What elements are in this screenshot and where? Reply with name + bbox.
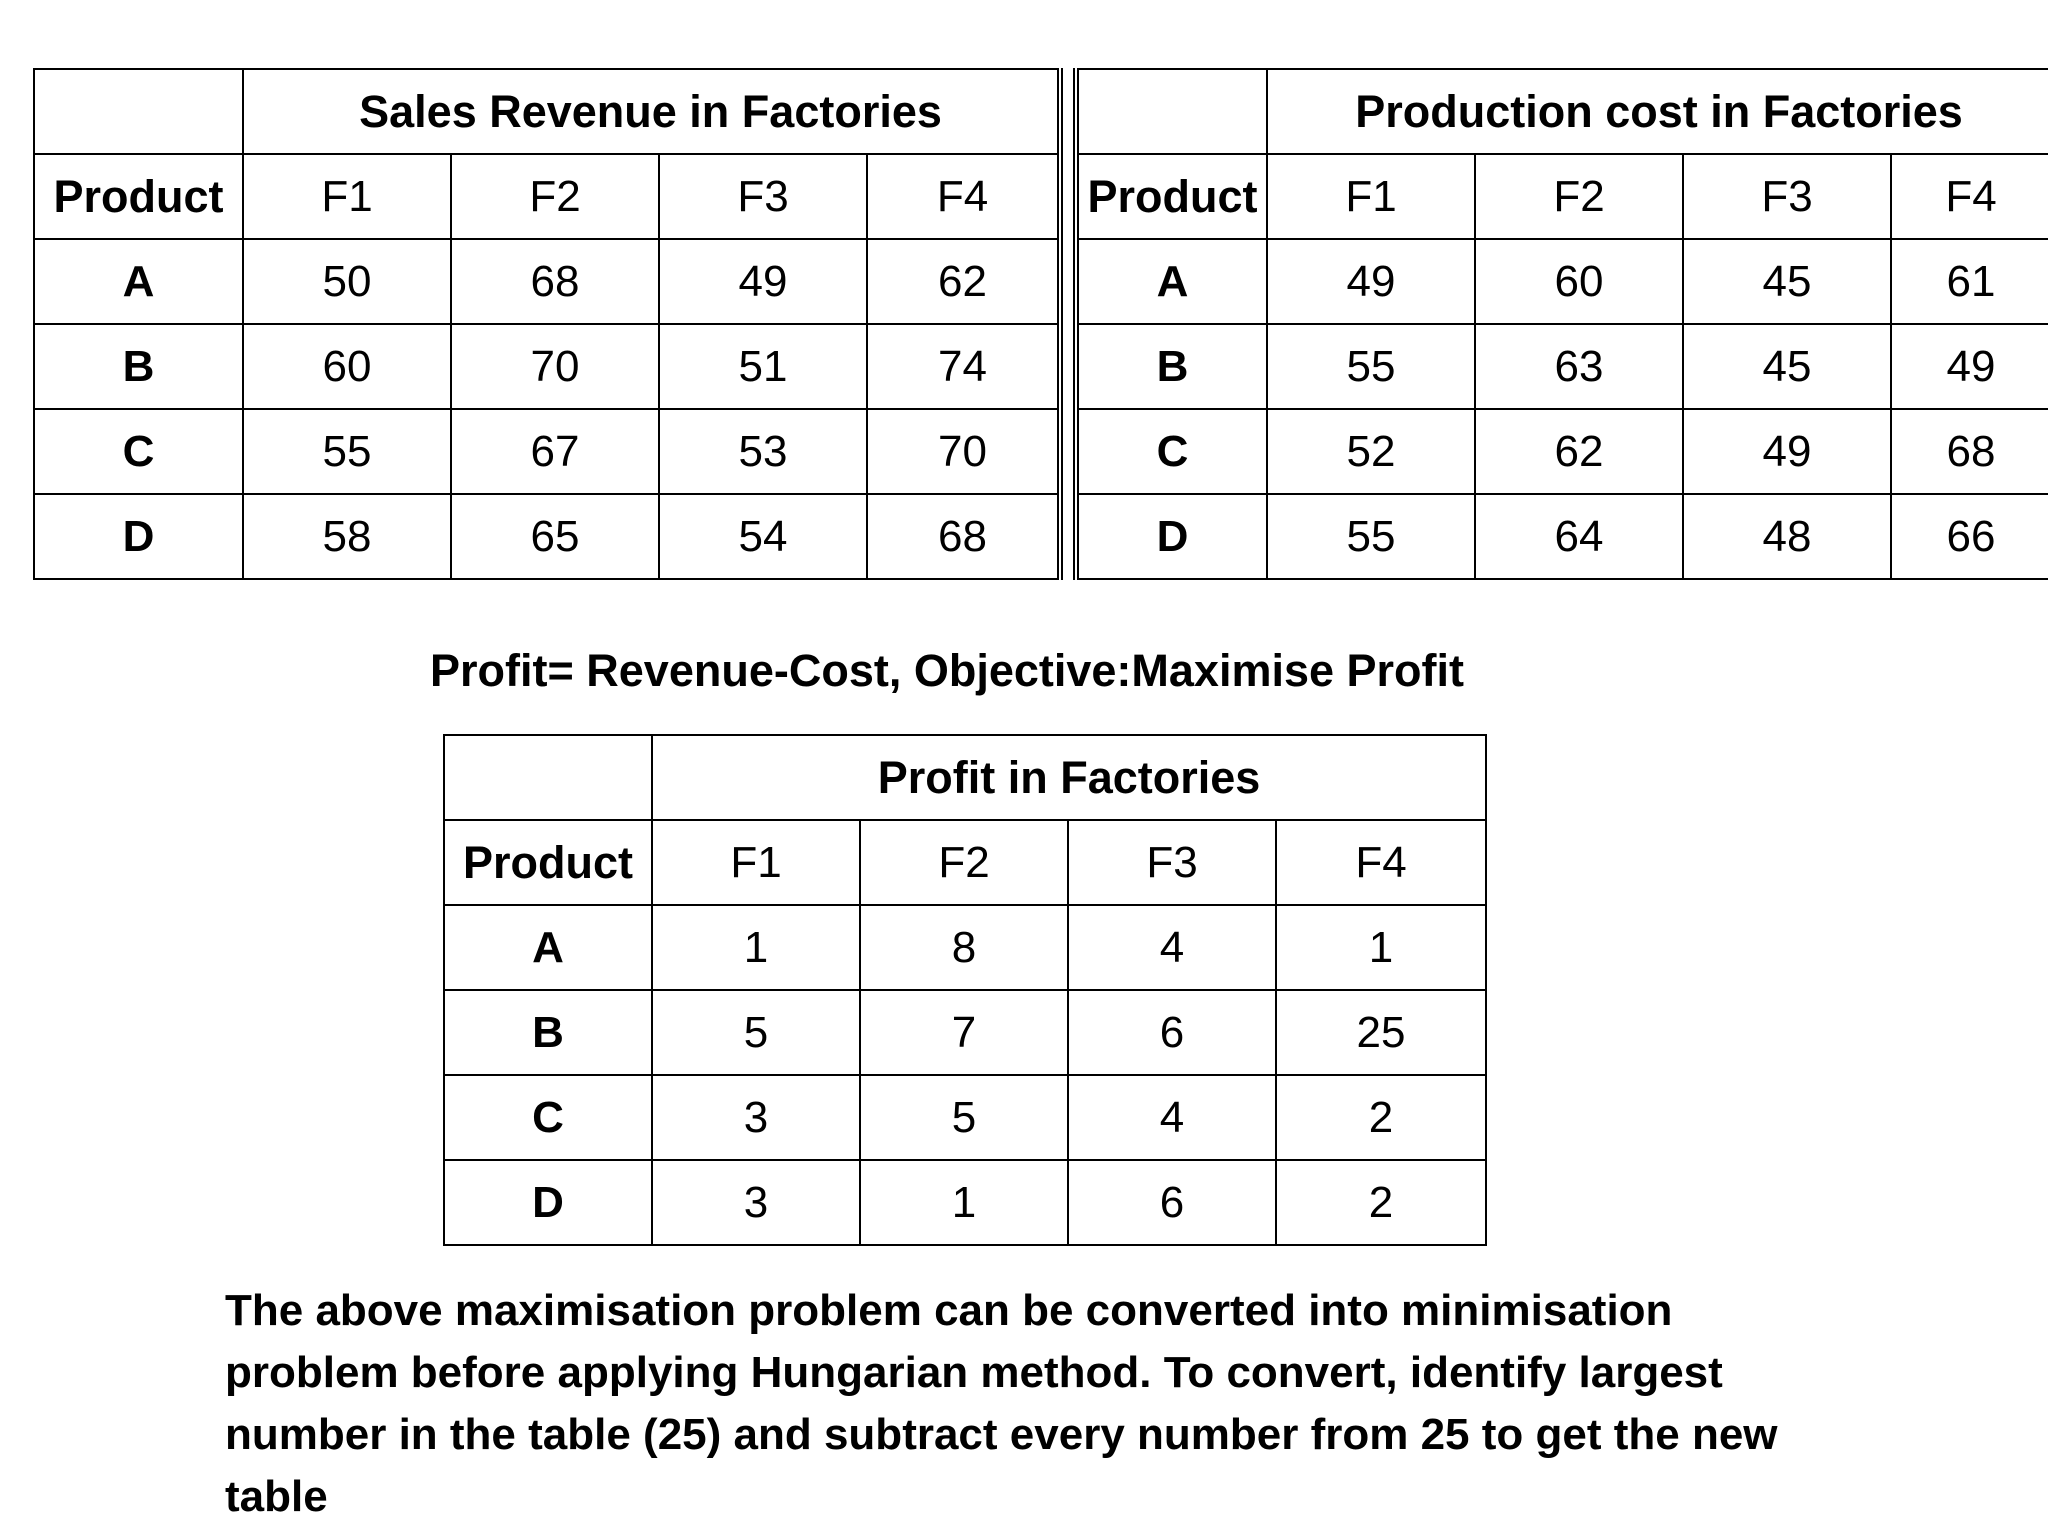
empty-corner-cell [444,735,652,820]
table-cell: 51 [659,324,867,409]
table-cell: 66 [1891,494,2048,579]
column-header: F1 [1267,154,1475,239]
table-row [444,1160,1486,1245]
column-header: Product [444,820,652,905]
table-cell: 60 [243,324,451,409]
row-label: C [444,1075,652,1160]
profit-table [443,734,1487,1246]
column-header: F3 [659,154,867,239]
table-cell: 6 [1068,1160,1276,1245]
table-cell: 65 [451,494,659,579]
table-title: Production cost in Factories [1267,69,2048,154]
row-label: D [1076,494,1267,579]
table-cell: 7 [860,990,1068,1075]
table-cell: 8 [860,905,1068,990]
table-cell: 5 [860,1075,1068,1160]
table-title-row [1076,69,2048,154]
table-cell: 53 [659,409,867,494]
table-cell: 55 [1267,494,1475,579]
table-cell: 60 [1475,239,1683,324]
table-row [444,990,1486,1075]
table-cell: 70 [451,324,659,409]
column-header: F2 [1475,154,1683,239]
table-row [34,239,1060,324]
table-cell: 67 [451,409,659,494]
table-cell: 49 [1891,324,2048,409]
table-cell: 55 [243,409,451,494]
row-label: B [34,324,243,409]
table-cell: 50 [243,239,451,324]
table-cell: 63 [1475,324,1683,409]
column-header: F3 [1068,820,1276,905]
table-cell: 3 [652,1160,860,1245]
table-cell: 45 [1683,239,1891,324]
table-row [1076,324,2048,409]
column-header: F1 [652,820,860,905]
table-cell: 25 [1276,990,1486,1075]
table-header-row [34,154,1060,239]
table-row [34,409,1060,494]
table-cell: 4 [1068,1075,1276,1160]
column-header: Product [1076,154,1267,239]
table-cell: 1 [652,905,860,990]
table-cell: 1 [1276,905,1486,990]
table-cell: 54 [659,494,867,579]
table-cell: 68 [451,239,659,324]
table-cell: 64 [1475,494,1683,579]
column-header: Product [34,154,243,239]
explanation-paragraph: The above maximisation problem can be converted into minimisation problem before applying Hungarian method. To convert, identify largest number in the table (25) and subtract every number from 25 to get the new table [225,1286,1778,1521]
table-cell: 52 [1267,409,1475,494]
empty-corner-cell [34,69,243,154]
table-cell: 61 [1891,239,2048,324]
table-title: Profit in Factories [652,735,1486,820]
row-label: C [34,409,243,494]
table-cell: 68 [867,494,1060,579]
column-header: F2 [860,820,1068,905]
table-cell: 2 [1276,1160,1486,1245]
table-row [1076,239,2048,324]
table-cell: 5 [652,990,860,1075]
column-header: F2 [451,154,659,239]
row-label: C [1076,409,1267,494]
table-title: Sales Revenue in Factories [243,69,1060,154]
table-cell: 2 [1276,1075,1486,1160]
table-cell: 62 [1475,409,1683,494]
table-cell: 45 [1683,324,1891,409]
column-header: F4 [867,154,1060,239]
table-row [1076,494,2048,579]
table-cell: 1 [860,1160,1068,1245]
table-cell: 49 [1267,239,1475,324]
row-label: D [444,1160,652,1245]
table-cell: 62 [867,239,1060,324]
table-row [1076,409,2048,494]
table-row [444,905,1486,990]
column-header: F4 [1891,154,2048,239]
column-header: F4 [1276,820,1486,905]
row-label: A [444,905,652,990]
table-row [34,324,1060,409]
table-cell: 68 [1891,409,2048,494]
table-cell: 55 [1267,324,1475,409]
row-label: D [34,494,243,579]
profit-formula: Profit= Revenue-Cost, Objective:Maximise Profit [430,645,1465,696]
empty-corner-cell [1076,69,1267,154]
row-label: A [1076,239,1267,324]
row-label: B [444,990,652,1075]
table-row [34,494,1060,579]
table-cell: 6 [1068,990,1276,1075]
table-cell: 74 [867,324,1060,409]
table-cell: 48 [1683,494,1891,579]
column-header: F3 [1683,154,1891,239]
column-header: F1 [243,154,451,239]
table-header-row [444,820,1486,905]
table-header-row [1076,154,2048,239]
table-cell: 58 [243,494,451,579]
production-cost-table [1073,68,2048,580]
table-title-row [34,69,1060,154]
table-cell: 4 [1068,905,1276,990]
table-row [444,1075,1486,1160]
table-title-row [444,735,1486,820]
sales-revenue-table [33,68,1063,580]
table-cell: 3 [652,1075,860,1160]
table-cell: 49 [1683,409,1891,494]
row-label: A [34,239,243,324]
row-label: B [1076,324,1267,409]
table-cell: 49 [659,239,867,324]
table-cell: 70 [867,409,1060,494]
